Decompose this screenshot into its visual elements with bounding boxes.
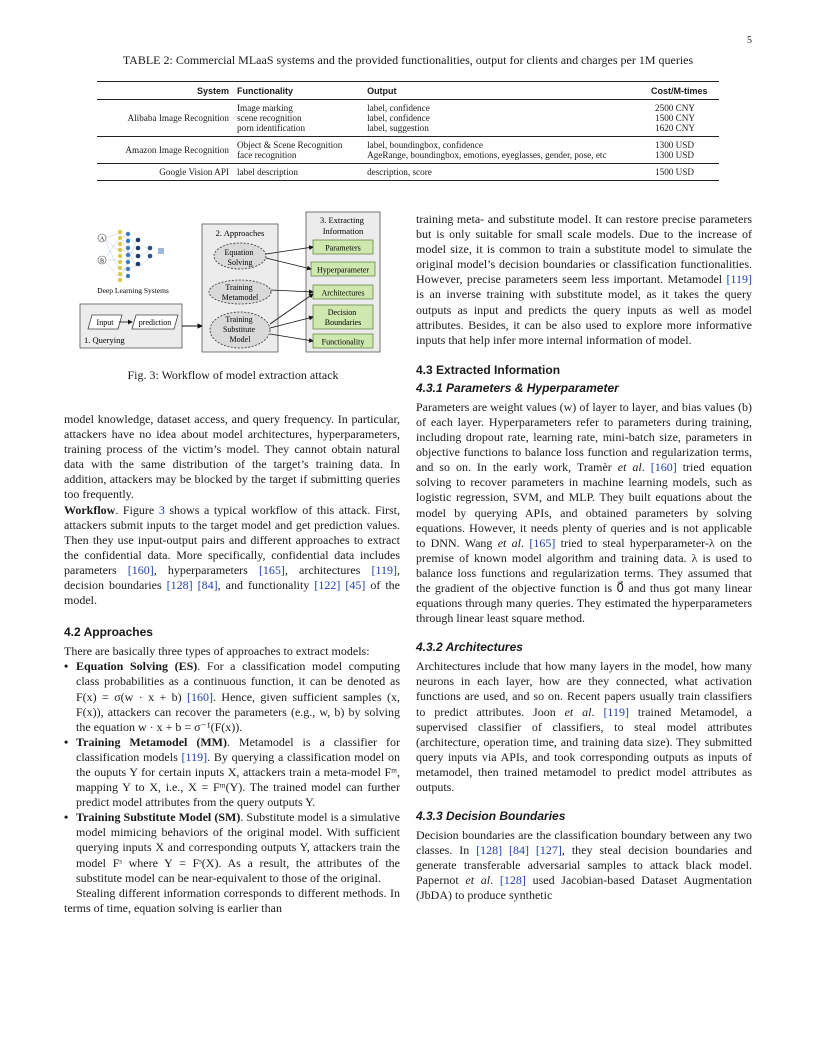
bullet-title: Training Substitute Model (SM) xyxy=(76,810,241,825)
approach-line: Solving xyxy=(227,258,253,267)
approach-line: Model xyxy=(229,335,251,344)
text-span: is an inverse training with substitute model, as it takes the query outputs as input and predicts the query inputs as well as model attributes. Besides, it can be also used to explore more informative inputs that help infer more internal information of model. xyxy=(416,287,752,347)
training-metamodel-label xyxy=(222,283,259,302)
right-column xyxy=(416,212,752,904)
approaches-list xyxy=(64,659,400,885)
target-functionality-label: Functionality xyxy=(321,337,365,347)
bullet-title: Training Metamodel (MM) xyxy=(76,734,227,749)
extracting-title-line: Information xyxy=(322,226,364,236)
citation-link[interactable]: [128] xyxy=(476,843,503,858)
functionality-cell xyxy=(233,100,363,137)
output-line: label, confidence xyxy=(367,113,430,123)
paragraph xyxy=(416,212,752,348)
target-line: Decision xyxy=(327,308,357,317)
output-line: label, boundingbox, confidence xyxy=(367,140,483,150)
text-span: . By querying a classification model on the ouputs Y for certain inputs X, attackers train a meta-model Fᵐ, mapping Y to X, i.e., X = Fᵐ(Y). The trained model can further predict model attributes from the query outputs Y. xyxy=(76,749,400,810)
paragraph xyxy=(416,659,752,795)
input-label: Input xyxy=(96,318,114,327)
et-al: et al xyxy=(465,873,491,888)
text-span: Architectures include that how many layers in the model, how many neurons in each layer, how are they connected, what activation functions are used, and so on. Recent papers usually train classifiers to predict attributes. Joon xyxy=(416,659,752,719)
text-span: . Substitute model is a simulative model mimicing behaviors of the original model. With sufficient querying inputs X and corresponding outputs Y, attackers train the model Fˢ where Y = Fˢ(X). As a result, the attributes of the substitute model can be near-equivalent to those of the original. xyxy=(76,810,400,885)
workflow-label: Workflow xyxy=(64,502,116,517)
table-caption: TABLE 2: Commercial MLaaS systems and the provided functionalities, output for clients and charges per 1M queries xyxy=(122,53,694,67)
output-cell xyxy=(363,137,647,164)
cost-line: 1500 CNY xyxy=(655,113,696,123)
text-span: , and functionality xyxy=(217,578,315,593)
text-span: trained Metamodel, a supervised classifier of classifiers, to steal model attributes (architecture, operation time, and training data size). They submitted query inputs via APIs, and took corresponding outputs as inputs of metamodel, then trained metamodel to predict model attributes as outputs. xyxy=(416,704,753,794)
text-span: , they steal decision boundaries and generate transferable adversarial samples to attack black model. Papernot xyxy=(416,843,753,888)
cost-cell xyxy=(647,164,719,181)
approach-line: Equation xyxy=(224,248,254,257)
citation-link[interactable]: [84] xyxy=(509,843,530,858)
section-heading-4-2: 4.2 Approaches xyxy=(64,625,153,640)
citation-link[interactable]: [127] xyxy=(535,843,562,858)
text-span: training meta- and substitute model. It can restore precise parameters but is only suitable for small scale models. Due to the increase of model size, it is common to train a substitute model to simulate the original model’s decision boundaries or classification functionalities. However, precise parameters seem less important. Metamodel xyxy=(416,212,752,287)
citation-link[interactable]: [165] xyxy=(529,535,556,550)
citation-link[interactable]: [160] xyxy=(650,460,677,475)
citation-link[interactable]: [165] xyxy=(258,562,285,577)
workflow-diagram xyxy=(78,210,384,360)
paragraph: There are basically three types of approaches to extract models: xyxy=(64,644,370,659)
functionality-line: Object & Scene Recognition xyxy=(237,140,343,150)
header-cost: Cost/M-times xyxy=(651,86,708,96)
subsection-heading-4-3-2: 4.3.2 Architectures xyxy=(416,640,523,655)
approach-line: Metamodel xyxy=(221,293,259,302)
neuron-a-label: A xyxy=(99,236,105,243)
text-span: . xyxy=(641,460,651,475)
cost-line: 2500 CNY xyxy=(655,103,696,113)
cost-line: 1500 USD xyxy=(655,167,695,177)
left-column xyxy=(64,412,400,916)
text-span: , architectures xyxy=(284,562,372,577)
list-item xyxy=(64,659,400,734)
page-number: 5 xyxy=(747,35,752,46)
functionality-cell xyxy=(233,137,363,164)
text-span: used Jacobian-based Dataset Augmentation (JbDA) to produce synthetic xyxy=(416,873,753,903)
citation-link[interactable]: [128] xyxy=(166,578,193,593)
dl-systems-label: Deep Learning Systems xyxy=(97,286,169,295)
text-span: tried equation solving to recover parameters in machine learning models, such as logistic regression, SVM, and MLP. They built equations about the model by querying APIs, and obtained parameters by solving equations. However, it needs plenty of queries and is not applicable to DNN. Wang xyxy=(416,460,753,550)
output-line: label, confidence xyxy=(367,103,430,113)
list-item xyxy=(64,810,400,885)
output-line: description, score xyxy=(367,167,432,177)
cost-cell xyxy=(647,100,719,137)
system-cell: Google Vision API xyxy=(159,167,229,177)
figure-caption: Fig. 3: Workflow of model extraction attack xyxy=(127,368,339,382)
neuron-b-label: B xyxy=(99,258,105,265)
paragraph: Stealing different information corresponds to different methods. In terms of time, equation solving is earlier than xyxy=(64,885,400,915)
text-span: . For a classification model computing class probabilities as a continuous function, it can be denoted as F(x) = σ(w · x + b) xyxy=(76,659,400,704)
functionality-line: Image marking xyxy=(237,103,293,113)
text-span: . xyxy=(591,704,604,719)
citation-link[interactable]: [122] xyxy=(314,578,341,593)
subsection-heading-4-3-1: 4.3.1 Parameters & Hyperparameter xyxy=(416,380,619,395)
text-span: , decision boundaries xyxy=(64,562,400,593)
cost-line: 1620 CNY xyxy=(655,123,696,133)
equation-solving-label xyxy=(225,248,256,267)
citation-link[interactable]: [119] xyxy=(603,704,629,719)
functionality-line: porn identification xyxy=(237,123,306,133)
approach-line: Training xyxy=(225,315,253,324)
citation-link[interactable]: [45] xyxy=(345,578,366,593)
header-functionality: Functionality xyxy=(237,86,293,96)
text-span: shows a typical workflow of this attack. First, attackers submit inputs to the target model and get prediction values. Then they use input-output pairs and different approaches to extract the confidential data. More specifically, confidential data includes parameters xyxy=(64,502,400,577)
output-line: AgeRange, boundingbox, emotions, eyeglasses, gender, pose, etc xyxy=(367,150,607,160)
paragraph xyxy=(416,400,752,626)
text-span: Decision boundaries are the classification boundary between any two classes. In xyxy=(416,828,752,858)
citation-link[interactable]: [119] xyxy=(371,562,397,577)
table-row xyxy=(97,164,719,181)
prediction-label: prediction xyxy=(138,318,172,327)
citation-link[interactable]: [119] xyxy=(181,749,208,764)
functionality-line: label description xyxy=(237,167,298,177)
text-span: Parameters are weight values (w) of layer to layer, and bias values (b) of each layer. Hyperparameters refer to parameters during training, including dropout rate, learning rate, mini-batch size, parameters in objective functions to balance loss function and regularization terms, and so on. In the early work, Tramèr xyxy=(416,399,752,475)
neural-network-icon xyxy=(98,230,164,282)
output-line: label, suggestion xyxy=(367,123,429,133)
paragraph: model knowledge, dataset access, and query frequency. In particular, attackers have no idea about model architectures, hyperparameters, training process of the victim’s model. They cannot obtain natural data with the same distribution of the target’s training data. In addition, attackers may be blocked by the target if submitting queries too frequently. xyxy=(64,412,400,502)
target-hyperparameter-label: Hyperparameter xyxy=(317,265,369,275)
table-row xyxy=(97,137,719,164)
et-al: et al xyxy=(617,460,642,475)
citation-link[interactable]: [119] xyxy=(726,272,752,287)
approach-line: Substitute xyxy=(222,325,256,334)
target-decision-boundaries-label xyxy=(325,308,361,327)
functionality-line: scene recognition xyxy=(237,113,302,123)
text-span: . Metamodel is a classifier for classification models xyxy=(76,734,401,764)
section-heading-4-3: 4.3 Extracted Information xyxy=(416,362,561,377)
text-span: , hyperparameters xyxy=(153,562,259,577)
approach-line: Training xyxy=(225,283,253,292)
citation-link[interactable]: [84] xyxy=(197,578,218,593)
citation-link[interactable]: [160] xyxy=(127,562,154,577)
et-al: et al xyxy=(564,704,592,719)
text-span: . xyxy=(521,535,530,550)
bullet-title: Equation Solving (ES) xyxy=(76,659,198,674)
text-span: . Hence, given sufficient samples (x, F(x)), attackers can recover the parameters (e.g., w, b) by solving the equation w · x + b = σ⁻¹(F(x)). xyxy=(76,689,400,734)
figure-ref-link[interactable]: 3 xyxy=(158,502,165,517)
cost-line: 1300 USD xyxy=(655,140,695,150)
text-span: tried to steal hyperparameter-λ on the premise of known model algorithm and training data. λ is used to balance loss functions and regularization terms. They assumed that the gradient of the objective function is 0⃗ and thus got many linear equations through many queries. They estimated the hyperparameters through linear least square method. xyxy=(416,535,753,626)
cost-line: 1300 USD xyxy=(655,150,695,160)
et-al: et al xyxy=(497,535,522,550)
extracting-title xyxy=(320,215,366,236)
mlaas-table xyxy=(97,81,719,181)
system-cell: Amazon Image Recognition xyxy=(125,145,229,155)
functionality-line: face recognition xyxy=(237,150,297,160)
subsection-heading-4-3-3: 4.3.3 Decision Boundaries xyxy=(416,809,566,824)
workflow-paragraph xyxy=(64,503,400,609)
list-item xyxy=(64,735,400,810)
target-line: Boundaries xyxy=(324,318,362,327)
citation-link[interactable]: [160] xyxy=(187,689,214,704)
text-span: . xyxy=(490,873,500,888)
system-cell: Alibaba Image Recognition xyxy=(127,113,229,123)
functionality-cell xyxy=(233,164,363,181)
table-header-row xyxy=(97,82,719,100)
target-architectures-label: Architectures xyxy=(321,288,365,298)
querying-label: 1. Querying xyxy=(84,335,125,345)
text-span: . Figure xyxy=(115,502,159,517)
paragraph xyxy=(416,828,752,903)
extracting-title-line: 3. Extracting xyxy=(319,215,364,225)
target-parameters-label: Parameters xyxy=(325,243,361,253)
output-cell xyxy=(363,164,647,181)
text-span: of the model. xyxy=(64,578,401,608)
output-cell xyxy=(363,100,647,137)
header-output: Output xyxy=(367,86,397,96)
table-row xyxy=(97,100,719,137)
cost-cell xyxy=(647,137,719,164)
citation-link[interactable]: [128] xyxy=(499,873,526,888)
approaches-title: 2. Approaches xyxy=(215,228,265,238)
header-system: System xyxy=(196,86,229,96)
